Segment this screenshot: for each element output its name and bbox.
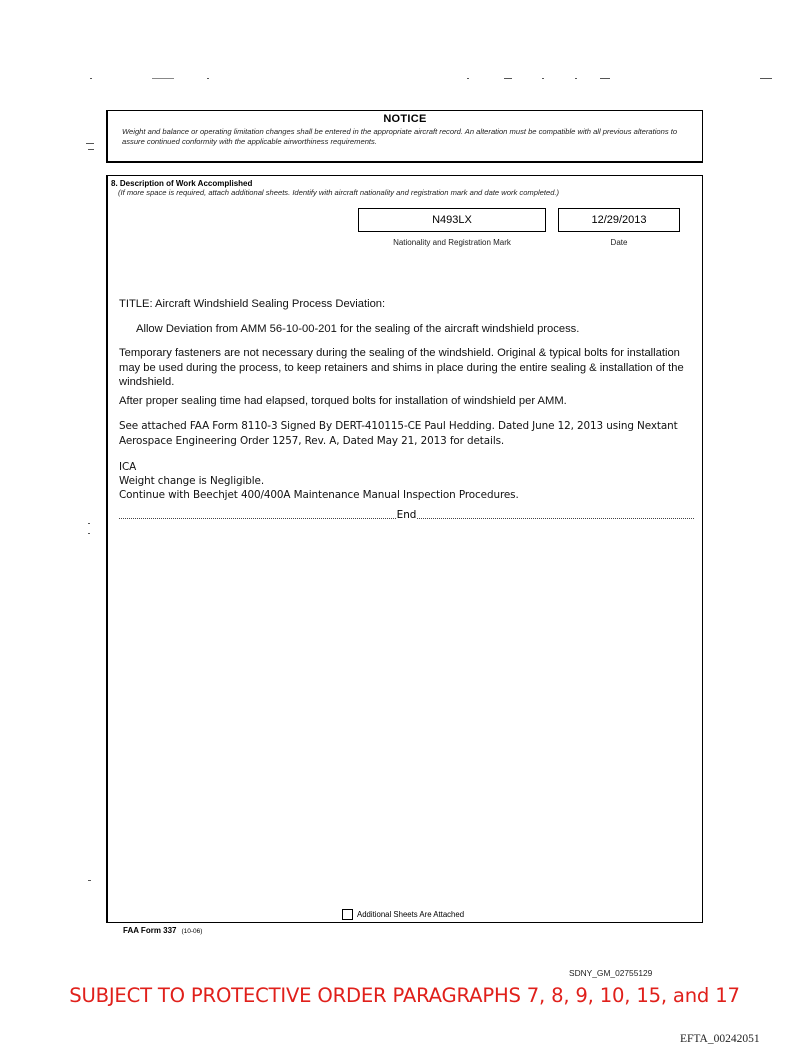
- notice-title: NOTICE: [383, 113, 427, 125]
- scan-artifact: [88, 149, 94, 150]
- fastener-paragraph: Temporary fasteners are not necessary during the sealing of the windshield. Original & typical bolts for installation may be used during the process, to keep retainers and shims in place during the entire sealing & installation of the windshield.: [119, 347, 684, 388]
- scan-artifact: [86, 143, 94, 144]
- section-heading: 8. Description of Work Accomplished: [111, 179, 253, 188]
- bates-number: SDNY_GM_02755129: [569, 968, 653, 978]
- additional-sheets-label: Additional Sheets Are Attached: [357, 910, 465, 919]
- leader-dots: [417, 518, 694, 519]
- additional-sheets-row: [342, 909, 464, 920]
- notice-text: Weight and balance or operating limitation changes shall be entered in the appropriate aircraft record. An alteration must be compatible with all previous alterations to assure continued conformity with the applicable airworthiness requirements.: [122, 127, 678, 146]
- form-name: [123, 926, 202, 935]
- deviation-statement: Allow Deviation from AMM 56-10-00-201 for the sealing of the aircraft windshield process.: [136, 323, 580, 335]
- scan-artifact: [504, 78, 512, 79]
- scan-artifact: [88, 880, 91, 881]
- scan-artifact: [467, 78, 469, 79]
- registration-mark-caption: Nationality and Registration Mark: [393, 238, 511, 247]
- scan-artifact: [760, 78, 772, 79]
- additional-sheets-checkbox[interactable]: [342, 909, 353, 920]
- ica-continue-line: Continue with Beechjet 400/400A Maintenance Manual Inspection Procedures.: [119, 489, 519, 501]
- scan-artifact: [575, 78, 577, 79]
- scan-artifact: [152, 78, 174, 79]
- scan-artifact: [600, 78, 610, 79]
- leader-dots: [119, 518, 396, 519]
- work-title: TITLE: Aircraft Windshield Sealing Process Deviation:: [119, 298, 386, 310]
- reference-paragraph: See attached FAA Form 8110-3 Signed By DERT-410115-CE Paul Hedding. Dated June 12, 2013 using Nextant Aerospace Engineering Order 1257, Rev. A, Dated May 21, 2013 for details.: [119, 420, 678, 447]
- scan-artifact: [88, 523, 90, 524]
- scan-artifact: [90, 78, 92, 79]
- scan-artifact: [542, 78, 544, 79]
- notice-box: [106, 110, 703, 163]
- form-name-text: FAA Form 337: [123, 926, 177, 935]
- end-word: End: [396, 509, 417, 521]
- efta-number: EFTA_00242051: [680, 1033, 760, 1045]
- form-version: (10-06): [181, 928, 203, 935]
- sealing-paragraph: After proper sealing time had elapsed, torqued bolts for installation of windshield per AMM.: [119, 395, 567, 407]
- date-caption: Date: [610, 238, 628, 247]
- registration-mark-field: N493LX: [358, 208, 546, 232]
- section-instruction: (If more space is required, attach additional sheets. Identify with aircraft nationality and registration mark and date work completed.): [118, 188, 560, 197]
- protective-order-stamp: SUBJECT TO PROTECTIVE ORDER PARAGRAPHS 7, 8, 9, 10, 15, and 17: [69, 984, 740, 1007]
- description-of-work-box: [106, 175, 703, 923]
- ica-heading: ICA: [119, 461, 137, 473]
- date-field: 12/29/2013: [558, 208, 680, 232]
- ica-weight-line: Weight change is Negligible.: [119, 475, 265, 487]
- scan-artifact: [207, 78, 209, 79]
- end-marker: [119, 508, 694, 522]
- scan-artifact: [88, 533, 90, 534]
